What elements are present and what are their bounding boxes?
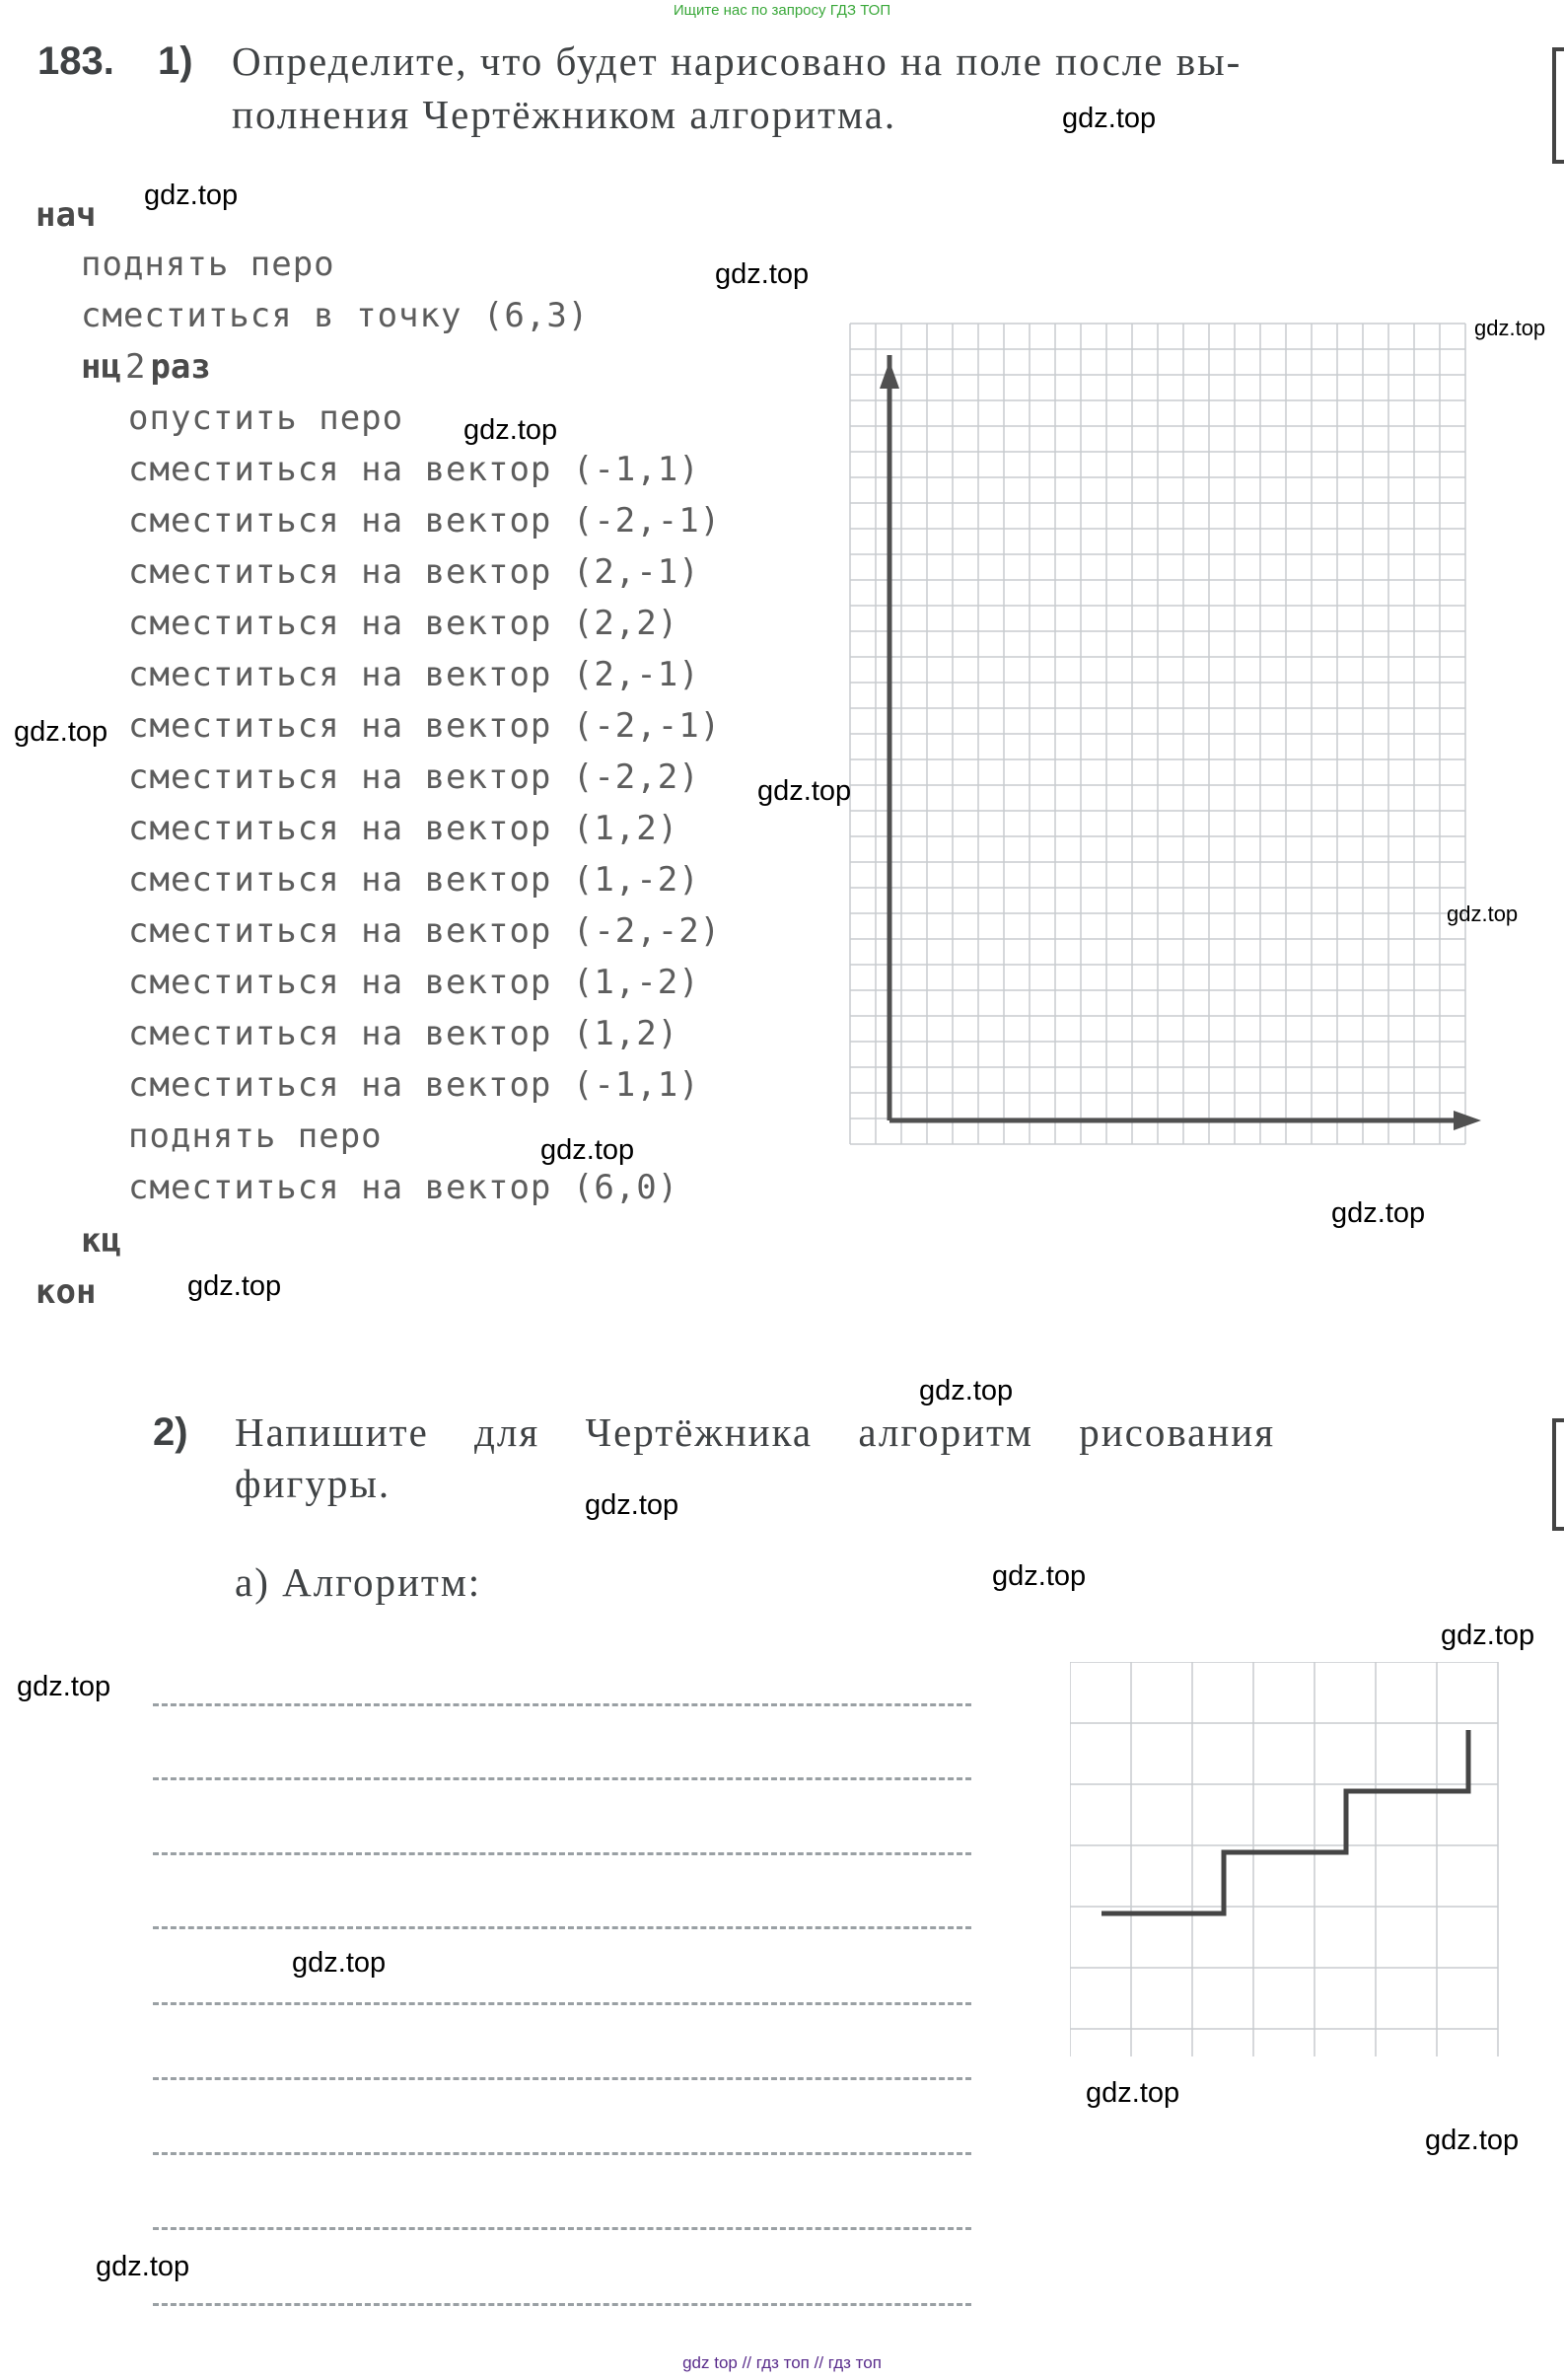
watermark: gdz.top — [585, 1489, 679, 1521]
watermark: gdz.top — [1062, 103, 1157, 134]
bottom-banner[interactable]: gdz top // гдз топ // гдз топ — [682, 2353, 882, 2372]
part2-title-line2: фигуры. — [235, 1461, 391, 1506]
watermark: gdz.top — [992, 1560, 1087, 1592]
loop-body-line: опустить перо — [128, 398, 404, 438]
axes — [880, 355, 1481, 1130]
watermark: gdz.top — [292, 1947, 387, 1979]
watermark: gdz.top — [1425, 2125, 1520, 2156]
part2-title-line1: Напишите для Чертёжника алгоритм рисования — [235, 1409, 1276, 1455]
coordinate-field — [828, 314, 1499, 1182]
algorithm-line: поднять перо — [81, 245, 335, 284]
answer-line[interactable] — [153, 2303, 971, 2306]
watermark: gdz.top — [14, 716, 108, 748]
watermark: gdz.top — [96, 2251, 190, 2282]
loop-body-line: поднять перо — [128, 1117, 383, 1156]
watermark: gdz.top — [1447, 902, 1519, 926]
loop-body-line: сместиться на вектор (2,2) — [128, 604, 679, 643]
loop-body-line: сместиться на вектор (1,2) — [128, 1014, 679, 1053]
loop-body-line: сместиться на вектор (1,-2) — [128, 860, 700, 900]
margin-bracket — [1552, 47, 1564, 164]
loop-body-line: сместиться на вектор (2,-1) — [128, 655, 700, 694]
answer-line[interactable] — [153, 1926, 971, 1929]
loop-body-line: сместиться на вектор (-2,-1) — [128, 501, 722, 541]
algorithm-start: нач — [36, 195, 97, 235]
watermark: gdz.top — [463, 414, 558, 446]
task-number: 183. — [37, 39, 114, 83]
loop-body-line: сместиться на вектор (6,0) — [128, 1168, 679, 1207]
answer-line[interactable] — [153, 2152, 971, 2155]
loop-body-line: сместиться на вектор (1,2) — [128, 809, 679, 848]
loop-body-line: сместиться на вектор (-2,-1) — [128, 706, 722, 746]
answer-line[interactable] — [153, 2077, 971, 2080]
answer-line[interactable] — [153, 2227, 971, 2230]
loop-body-line: сместиться на вектор (2,-1) — [128, 552, 700, 592]
watermark: gdz.top — [919, 1375, 1014, 1406]
loop-times: раз — [150, 347, 211, 387]
figure-grid — [1070, 1662, 1498, 2056]
staircase-figure — [1070, 1662, 1504, 2056]
loop-keyword: нц — [81, 347, 121, 387]
answer-line[interactable] — [153, 1703, 971, 1706]
answer-line[interactable] — [153, 2002, 971, 2005]
watermark: gdz.top — [1441, 1620, 1535, 1651]
loop-header — [81, 347, 211, 387]
staircase-shape — [1102, 1730, 1468, 1913]
answer-line[interactable] — [153, 1852, 971, 1855]
watermark: gdz.top — [540, 1134, 635, 1166]
part2-label: 2) — [153, 1410, 188, 1454]
watermark: gdz.top — [144, 180, 239, 211]
watermark: gdz.top — [757, 775, 852, 807]
subtask-a-label: а) Алгоритм: — [235, 1559, 482, 1605]
loop-body-line: сместиться на вектор (-2,-2) — [128, 911, 722, 951]
algorithm-end: кон — [36, 1272, 97, 1312]
answer-line[interactable] — [153, 1777, 971, 1780]
loop-count: 2 — [124, 347, 147, 387]
part1-title-line1: Определите, что будет нарисовано на поле после вы- — [232, 38, 1243, 84]
margin-bracket — [1552, 1418, 1564, 1531]
watermark: gdz.top — [1086, 2077, 1180, 2109]
watermark: gdz.top — [17, 1671, 111, 1702]
part1-title-line2: полнения Чертёжником алгоритма. — [232, 92, 897, 137]
loop-end: кц — [81, 1221, 121, 1261]
watermark: gdz.top — [187, 1270, 282, 1302]
loop-body-line: сместиться на вектор (-1,1) — [128, 450, 700, 489]
watermark: gdz.top — [1331, 1197, 1426, 1229]
x-axis-arrow — [1454, 1111, 1481, 1130]
part1-label: 1) — [158, 39, 193, 83]
coordinate-grid — [850, 324, 1465, 1144]
top-banner[interactable]: Ищите нас по запросу ГДЗ ТОП — [673, 2, 891, 19]
watermark: gdz.top — [1474, 316, 1546, 340]
loop-body-line: сместиться на вектор (-2,2) — [128, 757, 700, 797]
watermark: gdz.top — [715, 258, 810, 290]
loop-body-line: сместиться на вектор (-1,1) — [128, 1065, 700, 1105]
loop-body-line: сместиться на вектор (1,-2) — [128, 963, 700, 1002]
algorithm-line: сместиться в точку (6,3) — [81, 296, 590, 335]
